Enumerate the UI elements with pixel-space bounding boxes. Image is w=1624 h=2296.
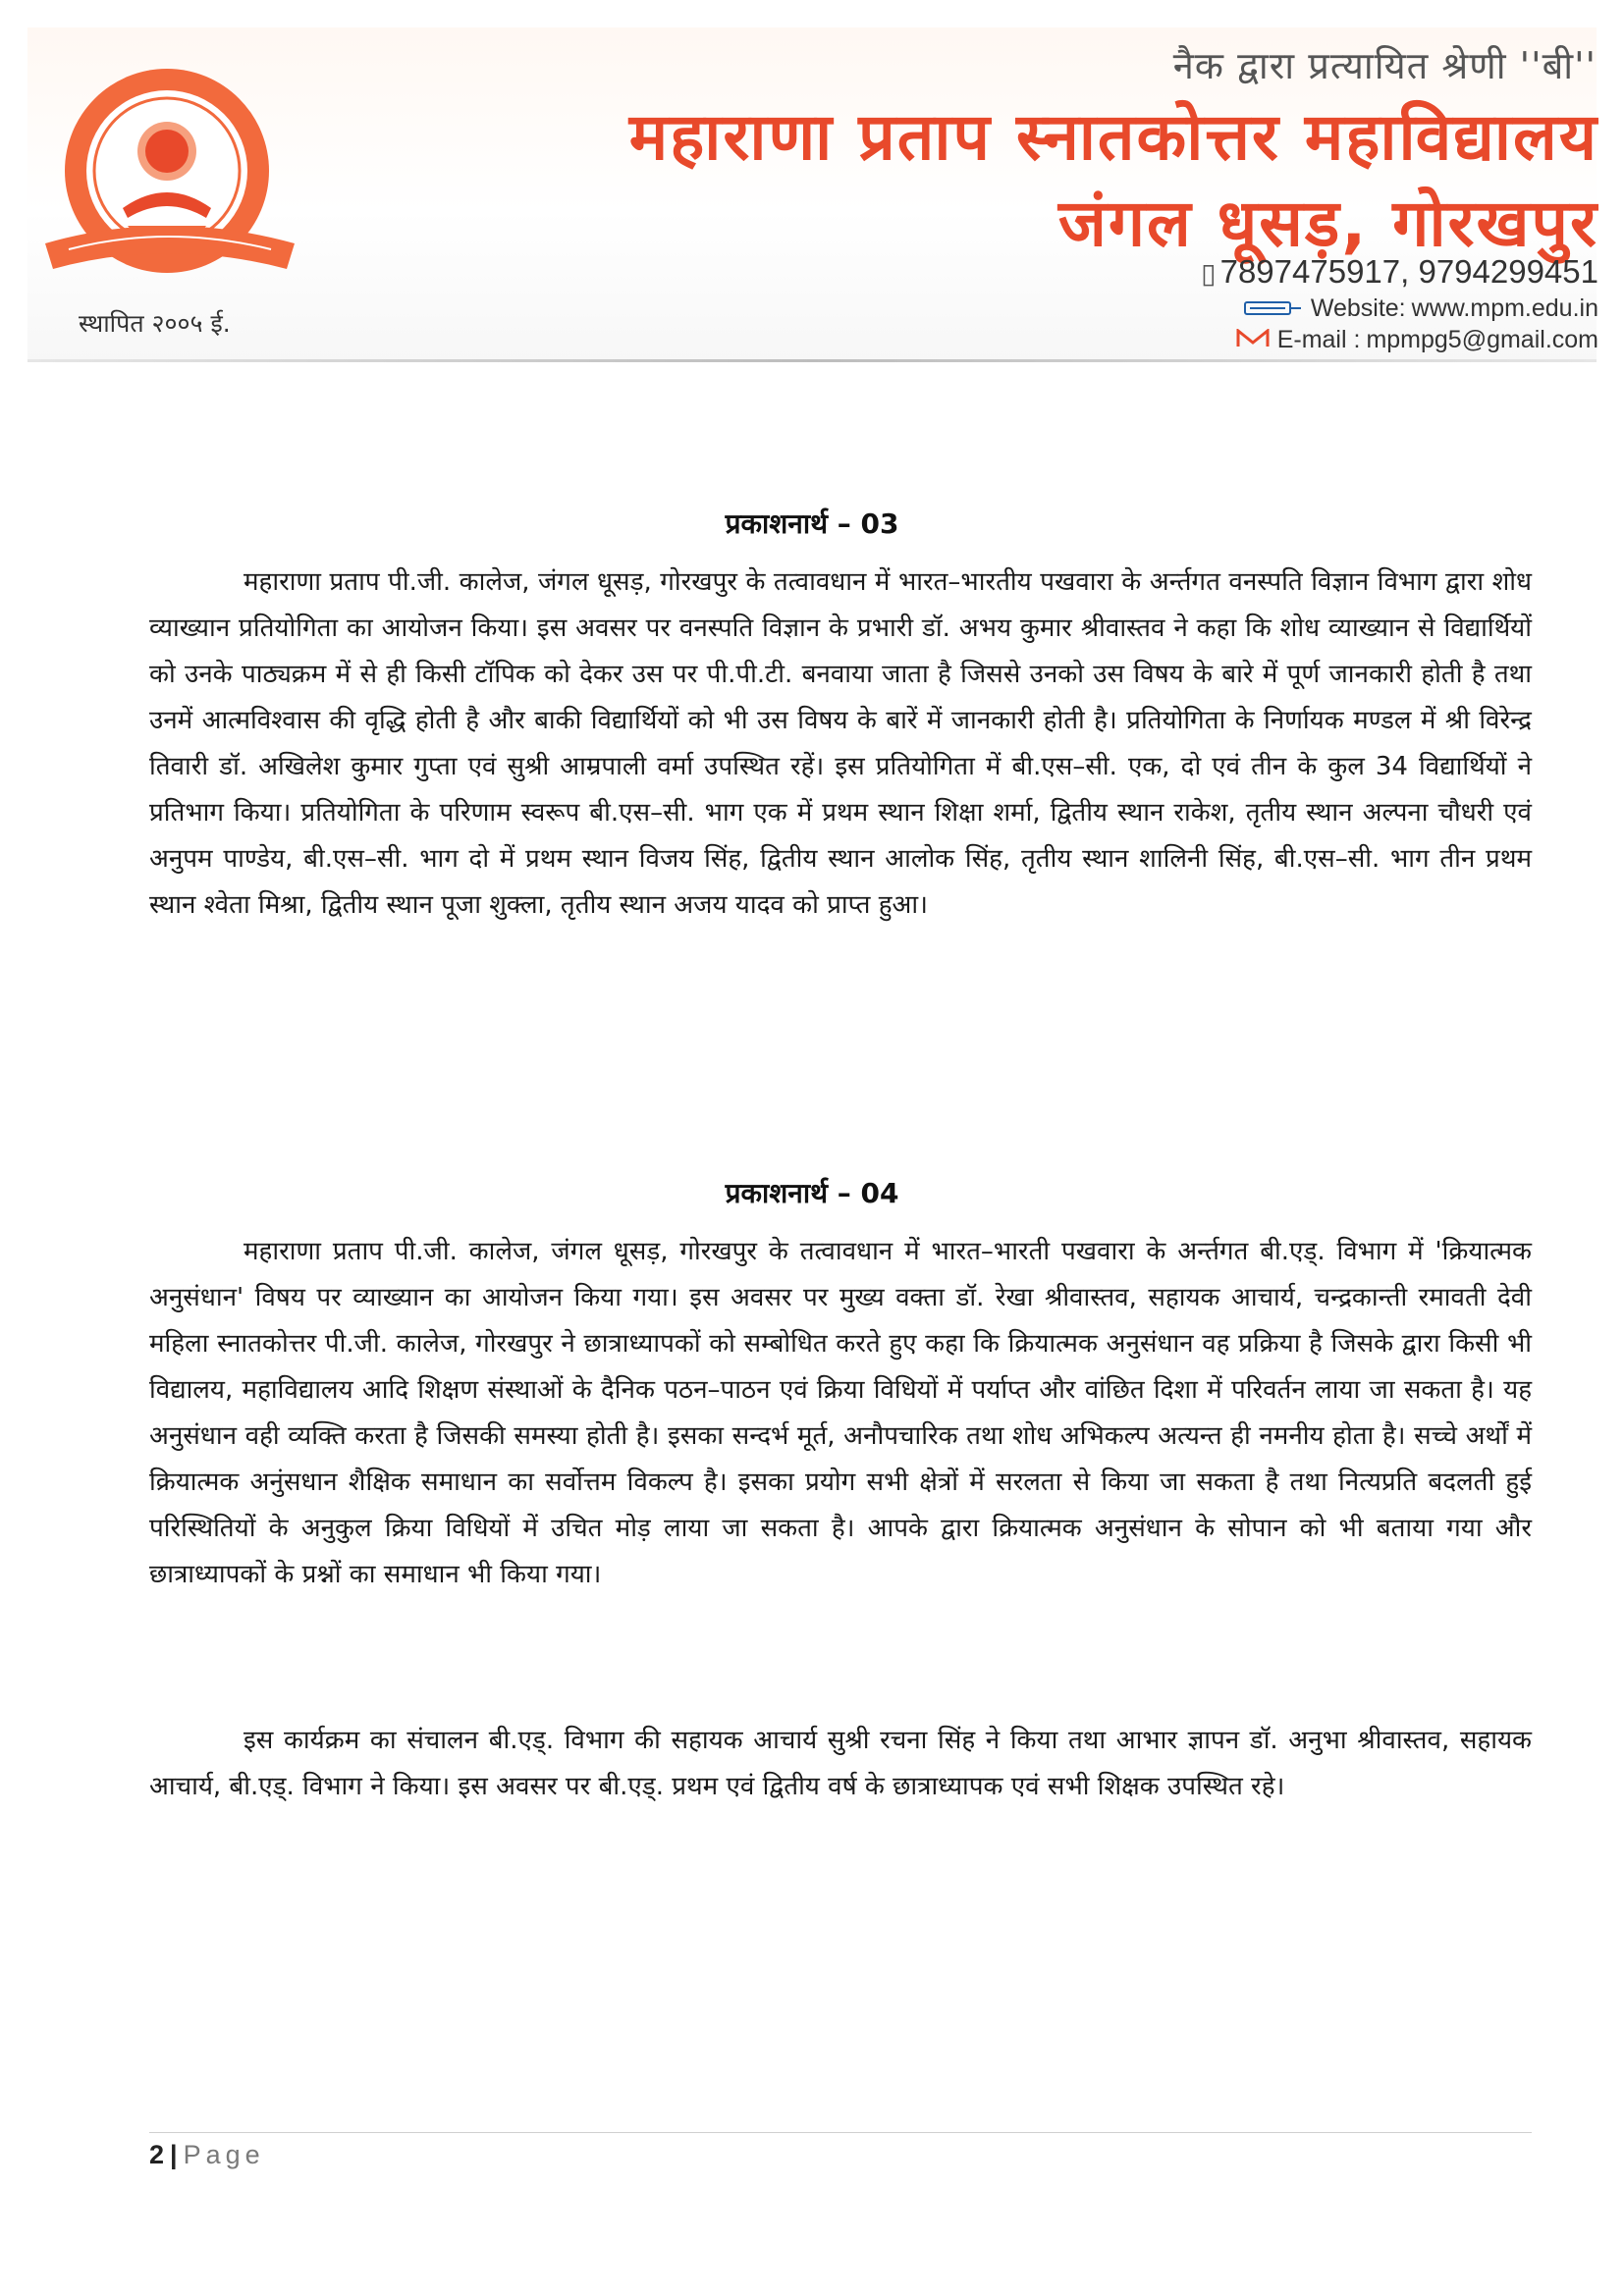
- email-link[interactable]: mpmpg5@gmail.com: [1366, 326, 1598, 353]
- email-label: E-mail :: [1276, 326, 1361, 353]
- phone-line: [1060, 253, 1598, 291]
- established-note: स्थापित २००५ ई.: [79, 309, 231, 338]
- college-seal-icon: [29, 61, 314, 346]
- website-line: [1080, 294, 1598, 324]
- globe-icon: [1244, 295, 1303, 324]
- page-footer: [149, 2140, 265, 2170]
- section-03-paragraph: महाराणा प्रताप पी.जी. कालेज, जंगल धूसड़, गोरखपुर के तत्वावधान में भारत–भारतीय पखवारा के अर्न्तगत वनस्पति विज्ञान विभाग द्वारा शोध व्याख्यान प्रतियोगिता का आयोजन किया। इस अवसर पर वनस्पति विज्ञान के प्रभारी डॉ. अभय कुमार श्रीवास्तव ने कहा कि शोध व्याख्यान से विद्यार्थियों को उनके पाठ्यक्रम में से ही किसी टॉपिक को देकर उस पर पी.पी.टी. बनवाया जाता है जिससे उनको उस विषय के बारे में पूर्ण जानकारी होती है तथा उनमें आत्मविश्वास की वृद्धि होती है और बाकी विद्यार्थियों को भी उस विषय के बारें में जानकारी होती है। प्रतियोगिता के निर्णायक मण्डल में श्री विरेन्द्र तिवारी डॉ. अखिलेश कुमार गुप्ता एवं सुश्री आम्रपाली वर्मा उपस्थित रहें। इस प्रतियोगिता में बी.एस–सी. एक, दो एवं तीन के कुल 34 विद्यार्थियों ने प्रतिभाग किया। प्रतियोगिता के परिणाम स्वरूप बी.एस–सी. भाग एक में प्रथम स्थान शिक्षा शर्मा, द्वितीय स्थान राकेश, तृतीय स्थान अल्पना चौधरी एवं अनुपम पाण्डेय, बी.एस–सी. भाग दो में प्रथम स्थान विजय सिंह, द्वितीय स्थान आलोक सिंह, तृतीय स्थान शालिनी सिंह, बी.एस–सी. भाग तीन प्रथम स्थान श्वेता मिश्रा, द्वितीय स्थान पूजा शुक्ला, तृतीय स्थान अजय यादव को प्राप्त हुआ।: [149, 567, 1532, 920]
- section-heading-04: प्रकाशनार्थ – 04: [725, 1177, 899, 1209]
- section-heading-03: प्रकाशनार्थ – 03: [725, 507, 899, 540]
- section-04-paragraph-2: इस कार्यक्रम का संचालन बी.एड्. विभाग की सहायक आचार्य सुश्री रचना सिंह ने किया तथा आभार ज्ञापन डॉ. अनुभा श्रीवास्तव, सहायक आचार्य, बी.एड्. विभाग ने किया। इस अवसर पर बी.एड्. प्रथम एवं द्वितीय वर्ष के छात्राध्यापक एवं सभी शिक्षक उपस्थित रहे।: [149, 1726, 1532, 1801]
- section-04-paragraph-1: महाराणा प्रताप पी.जी. कालेज, जंगल धूसड़, गोरखपुर के तत्वावधान में भारत–भारती पखवारा के अर्न्तगत बी.एड्. विभाग में 'क्रियात्मक अनुसंधान' विषय पर व्याख्यान का आयोजन किया गया। इस अवसर पर मुख्य वक्ता डॉ. रेखा श्रीवास्तव, सहायक आचार्य, चन्द्रकान्ती रमावती देवी महिला स्नातकोत्तर पी.जी. कालेज, गोरखपुर ने छात्राध्यापकों को सम्बोधित करते हुए कहा कि क्रियात्मक अनुसंधान वह प्रक्रिया है जिसके द्वारा किसी भी विद्यालय, महाविद्यालय आदि शिक्षण संस्थाओं के दैनिक पठन–पाठन एवं क्रिया विधियों में पर्याप्त और वांछित दिशा में परिवर्तन लाया जा सकता है। यह अनुसंधान वही व्यक्ति करता है जिसकी समस्या होती है। इसका सन्दर्भ मूर्त, अनौपचारिक तथा शोध अभिकल्प अत्यन्त ही नमनीय होता है। सच्चे अर्थों में क्रियात्मक अनुंसधान शैक्षिक समाधान का सर्वोत्तम विकल्प है। इसका प्रयोग सभी क्षेत्रों में सरलता से किया जा सकता है तथा नित्यप्रति बदलती हुई परिस्थितियों के अनुकुल क्रिया विधियों में उचित मोड़ लाया जा सकता है। आपके द्वारा क्रियात्मक अनुसंधान के सोपान को भी बताया गया और छात्राध्यापकों के प्रश्नों का समाधान भी किया गया।: [149, 1237, 1532, 1589]
- page-number: 2: [149, 2140, 165, 2169]
- footer-divider: [149, 2132, 1532, 2133]
- page-word: Page: [183, 2140, 265, 2169]
- header-divider: [27, 359, 1597, 362]
- mail-icon: [1236, 327, 1270, 355]
- phone-icon: ▯: [1201, 258, 1217, 289]
- page-separator: |: [170, 2140, 178, 2169]
- email-line: [1080, 326, 1598, 355]
- website-label: Website:: [1310, 294, 1406, 322]
- college-name: महाराणा प्रताप स्नातकोत्तर महाविद्यालय: [628, 99, 1598, 175]
- naac-accreditation: नैक द्वारा प्रत्यायित श्रेणी ''बी'': [1172, 44, 1597, 87]
- college-place: जंगल धूसड़, गोरखपुर: [1057, 186, 1598, 261]
- phone-numbers: 7897475917, 9794299451: [1219, 253, 1598, 290]
- website-link[interactable]: www.mpm.edu.in: [1411, 294, 1598, 322]
